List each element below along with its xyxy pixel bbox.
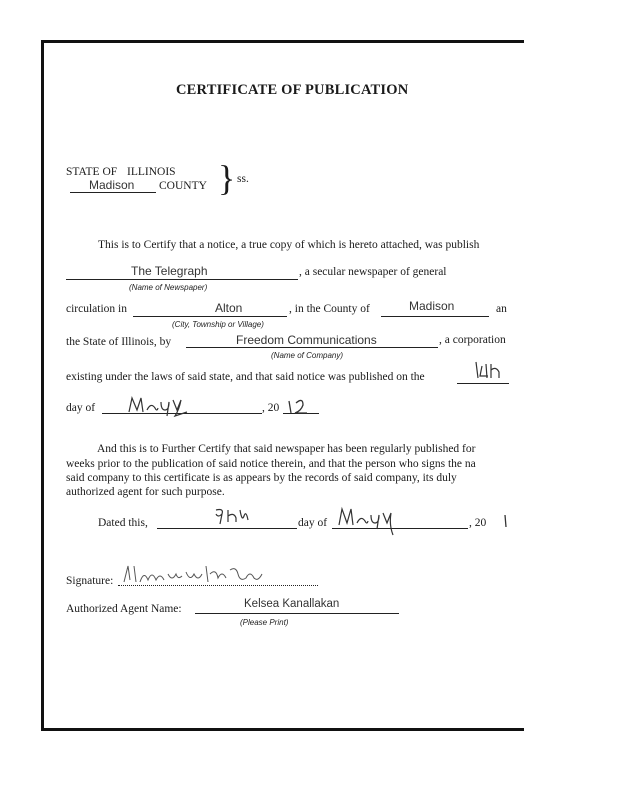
state-value: ILLINOIS bbox=[127, 166, 176, 178]
company-suffix: , a corporation bbox=[439, 334, 506, 346]
state-by-prefix: the State of Illinois, by bbox=[66, 336, 172, 348]
city-rule bbox=[133, 316, 287, 317]
agent-rule bbox=[195, 613, 399, 614]
certify-paragraph-lead: This is to Certify that a notice, a true copy of which is hereto attached, was publish bbox=[98, 239, 480, 251]
county-of-value: Madison bbox=[409, 299, 455, 313]
signature-handwriting bbox=[120, 560, 270, 588]
county-label: COUNTY bbox=[159, 180, 207, 192]
newspaper-rule bbox=[66, 279, 298, 280]
city-value: Alton bbox=[215, 301, 243, 315]
ss-label: ss. bbox=[237, 173, 249, 185]
company-value: Freedom Communications bbox=[236, 333, 377, 347]
county-rule bbox=[70, 192, 156, 193]
company-rule bbox=[186, 347, 438, 348]
existing-text: existing under the laws of said state, and that said notice was published on the bbox=[66, 371, 425, 383]
city-caption: (City, Township or Village) bbox=[172, 320, 264, 329]
year-prefix: , 20 bbox=[262, 402, 280, 414]
company-caption: (Name of Company) bbox=[271, 351, 344, 360]
dated-day-rule bbox=[157, 528, 297, 529]
further-certify-line2: weeks prior to the publication of said notice therein, and that the person who signs the na bbox=[66, 458, 476, 470]
circulation-suffix: an bbox=[496, 303, 507, 315]
further-certify-line1: And this is to Further Certify that said newspaper has been regularly published for bbox=[97, 443, 476, 455]
agent-label: Authorized Agent Name: bbox=[66, 603, 182, 615]
county-of-rule bbox=[381, 316, 489, 317]
dated-year-handwriting bbox=[503, 513, 511, 529]
circulation-prefix: circulation in bbox=[66, 303, 127, 315]
further-certify-line4: authorized agent for such purpose. bbox=[66, 486, 225, 498]
newspaper-name: The Telegraph bbox=[131, 264, 208, 278]
day-of-label: day of bbox=[66, 402, 96, 414]
dated-year-prefix: , 20 bbox=[469, 517, 487, 529]
newspaper-caption: (Name of Newspaper) bbox=[129, 283, 208, 292]
brace: } bbox=[218, 158, 236, 198]
agent-name: Kelsea Kanallakan bbox=[244, 598, 340, 610]
certificate-title: CERTIFICATE OF PUBLICATION bbox=[176, 82, 409, 98]
agent-caption: (Please Print) bbox=[240, 618, 289, 627]
document-border bbox=[41, 40, 524, 731]
further-certify-line3: said company to this certificate is as appears by the records of said company, its duly bbox=[66, 472, 457, 484]
county-of-label: , in the County of bbox=[289, 303, 370, 315]
newspaper-suffix: , a secular newspaper of general bbox=[299, 266, 447, 278]
signature-label: Signature: bbox=[66, 575, 114, 587]
county-value: Madison bbox=[89, 178, 135, 192]
dated-day-of-label: day of bbox=[298, 517, 328, 529]
published-day-rule bbox=[457, 383, 509, 384]
state-label: STATE OF bbox=[66, 166, 118, 178]
dated-label: Dated this, bbox=[98, 517, 148, 529]
